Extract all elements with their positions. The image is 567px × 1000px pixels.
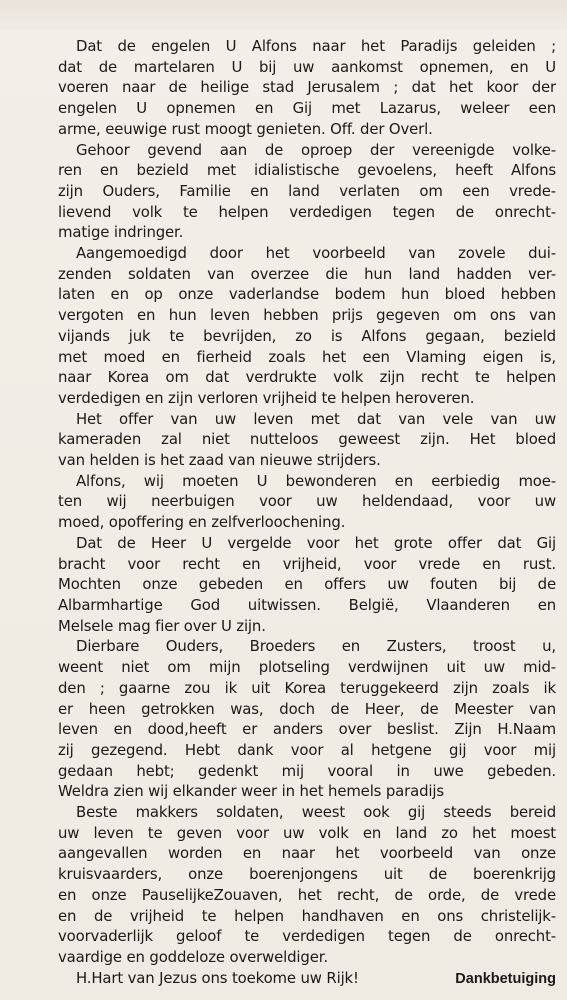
paragraph [58,243,556,409]
text-line: Dierbare Ouders, Broeders en Zusters, troost u, [76,637,556,656]
text-line: laten en op onze vaderlandse bodem hun bloed hebben [58,285,556,304]
text-line: er heen getrokken was, doch de Heer, de Meester van [58,699,556,718]
text-line: Dat de engelen U Alfons naar het Paradijs geleiden ; [76,37,556,55]
text-line: Mochten onze gebeden en offers uw fouten bij de [58,575,556,594]
text-line: en de vrijheid te helpen handhaven en ons christelijk- [58,906,556,925]
text-line: en onze PauselijkeZouaven, het recht, de orde, de vrede [58,885,556,904]
closing-motto: H.Hart van Jezus ons toekome uw Rijk! [76,968,359,987]
text-line: Melsele mag fier over U zijn. [58,616,266,635]
paragraph [58,636,556,802]
text-line: kameraden zal niet nutteloos geweest zijn. Het bloed [58,430,556,449]
text-line: ten wij neerbuigen voor uw heldendaad, voor uw [58,492,556,511]
text-line: aangevallen worden en naar het voorbeeld van onze [58,844,556,863]
text-line: moed, opoffering en zelfverloochening. [58,513,346,532]
text-line: ren en bezield met idialistische gevoelens, heeft Alfons [58,161,556,180]
text-line: vergoten en hun leven hebben prijs gegeven om ons van [58,306,556,325]
page-top-edge [0,0,567,30]
text-line: engelen U opnemen en Gij met Lazarus, weleer een [58,99,556,118]
text-line: Beste makkers soldaten, weest ook gij steeds bereid [76,803,556,822]
text-line: uw leven te geven voor uw volk en land zo het moest [58,823,556,842]
text-line: Het offer van uw leven met dat van vele van uw [76,409,556,428]
text-line: Aangemoedigd door het voorbeeld van zovele dui- [76,244,556,263]
paragraph [58,802,556,968]
text-line: zij gezegend. Hebt dank voor al hetgene gij voor mij [58,740,556,759]
text-line: verdedigen en zijn verloren vrijheid te helpen heroveren. [58,388,475,407]
text-line: Alfons, wij moeten U bewonderen en eerbiedig moe- [76,471,556,490]
text-line: gedaan hebt; gedenkt mij vooral in uwe gebeden. [58,761,556,780]
paragraph [58,140,556,244]
paragraph [58,471,556,533]
text-line: vijands juk te bevrijden, zo is Alfons gegaan, bezield [58,326,556,345]
text-line: van helden is het zaad van nieuwe strijders. [58,451,381,470]
text-line: naar Korea om dat verdrukte volk zijn recht te helpen [58,368,556,387]
text-line: vaardige en goddeloze overweldiger. [58,947,328,966]
memorial-text [58,36,556,989]
text-line: leven en dood,heeft er anders over beslist. Zijn H.Naam [58,720,556,739]
text-line: weent niet om mijn plotseling verdwijnen uit uw mid- [58,658,556,677]
thanks-heading: Dankbetuiging [455,970,556,987]
closing-line [58,968,556,990]
text-line: zijn Ouders, Familie en land verlaten om een vrede- [58,181,556,200]
text-line: Albarmhartige God uitwissen. België, Vlaanderen en [58,595,556,614]
text-line: Weldra zien wij elkander weer in het hemels paradijs [58,782,444,801]
text-line: dat de martelaren U bij uw aankomst opnemen, en U [58,57,556,76]
text-line: voorvaderlijk geloof te verdedigen tegen de onrecht- [58,927,556,946]
text-line: kruisvaarders, onze boerenjongens uit de boerenkrijg [58,865,556,884]
text-line: arme, eeuwige rust moogt genieten. Off. der Overl. [58,119,433,138]
text-line: Gehoor gevend aan de oproep der vereenigde volke- [76,140,556,159]
text-line: met moed en fierheid zoals het een Vlaming eigen is, [58,347,556,366]
text-line: lievend volk te helpen verdedigen tegen de onrecht- [58,202,556,221]
paragraph [58,36,556,140]
text-line: zenden soldaten van overzee die hun land hadden ver- [58,264,556,283]
text-line: den ; gaarne zou ik uit Korea teruggekeerd zijn zoals ik [58,678,556,697]
text-line: Dat de Heer U vergelde voor het grote offer dat Gij [76,533,556,552]
paragraph [58,533,556,637]
paragraph [58,409,556,471]
text-line: voeren naar de heilige stad Jerusalem ; dat het koor der [58,78,556,97]
text-line: bracht voor recht en vrijheid, voor vrede en rust. [58,554,556,573]
text-line: matige indringer. [58,223,184,242]
